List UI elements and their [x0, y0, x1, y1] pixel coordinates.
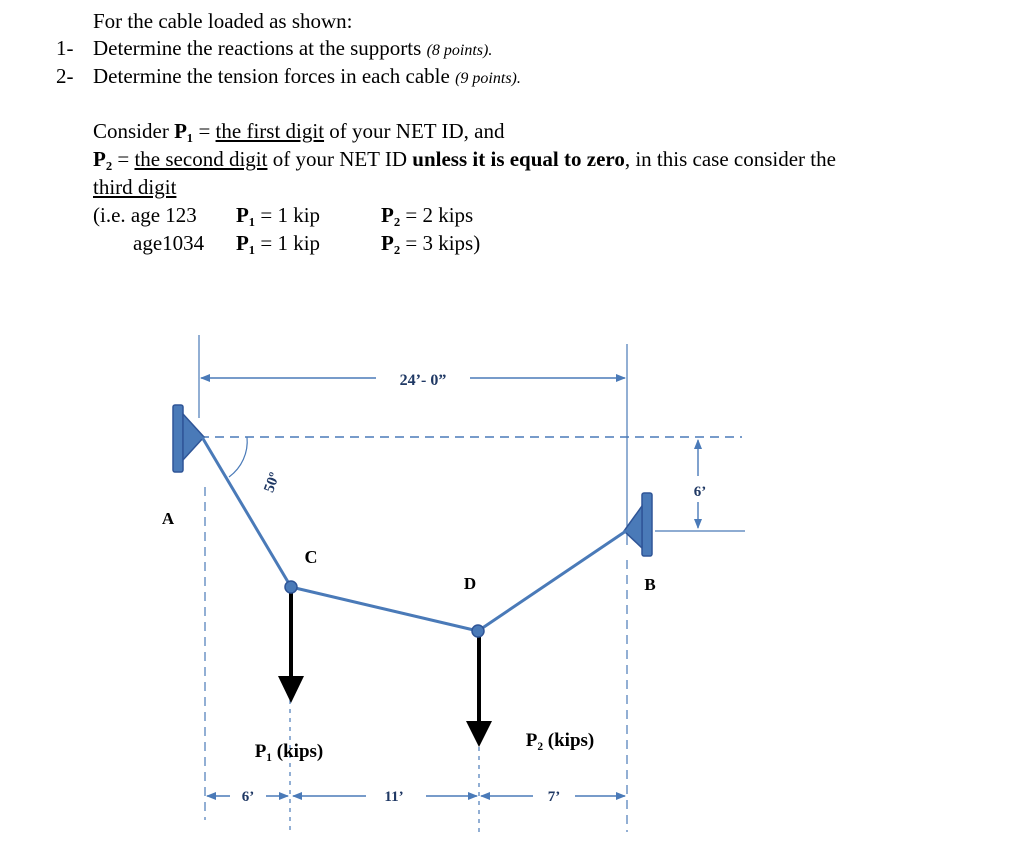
load-p1-arrowhead [278, 676, 304, 703]
consider-prefix: Consider [93, 119, 175, 143]
task-2-text: Determine the tension forces in each cable [93, 64, 450, 88]
span-dimension-label: 24’- 0” [399, 372, 447, 389]
load-p2-label: P₂ (kips) [525, 730, 595, 751]
first-digit-text: the first digit [215, 119, 325, 143]
example-2-p1-value: = 1 kip [255, 231, 321, 255]
task-1-text: Determine the reactions at the supports [93, 36, 422, 60]
dim1-label: 6’ [241, 789, 255, 805]
joint-d [472, 625, 484, 637]
second-digit-text: the second digit [134, 147, 268, 171]
intro-text: For the cable loaded as shown: [93, 9, 353, 33]
joint-c [285, 581, 297, 593]
point-c-label: C [304, 547, 318, 567]
example-2-p2-value: = 3 kips) [400, 231, 481, 255]
dim3-label: 7’ [547, 789, 561, 805]
task-1-number: 1- [56, 36, 74, 60]
height-dimension-label: 6’ [693, 484, 707, 500]
example-2-prefix: age1034 [133, 231, 205, 255]
example-2-p1-symbol: P₁ [236, 231, 256, 255]
task-2-points: (9 points). [455, 70, 521, 87]
zero-condition-text: unless it is equal to zero [412, 147, 625, 171]
point-d-label: D [463, 574, 477, 593]
cable-segment-cd [291, 587, 478, 631]
angle-arc [229, 437, 247, 477]
support-a-plate [173, 405, 183, 472]
task-1-points: (8 points). [426, 42, 493, 59]
support-a-bracket [183, 414, 204, 460]
third-digit-text: third digit [93, 175, 177, 199]
load-p2-arrowhead [466, 721, 492, 747]
equals-1: = [193, 119, 216, 143]
point-a-label: A [161, 509, 175, 528]
cable-segment-ac [202, 437, 291, 587]
example-2-p2-symbol: P₂ [381, 231, 401, 255]
angle-label: 50º [261, 470, 284, 495]
support-b-plate [642, 493, 652, 556]
example-1-p1-symbol: P₁ [236, 203, 256, 227]
task-2-number: 2- [56, 64, 74, 88]
consider-suffix: of your NET ID, and [324, 119, 505, 143]
example-1-prefix: (i.e. age 123 [93, 203, 197, 227]
load-p1-label: P₁ (kips) [254, 741, 324, 762]
consider-mid: of your NET ID [267, 147, 413, 171]
point-b-label: B [644, 575, 656, 594]
example-1-p1-value: = 1 kip [255, 203, 321, 227]
cable-segment-db [478, 531, 626, 631]
example-1-p2-symbol: P₂ [381, 203, 401, 227]
consider-end: , in this case consider the [624, 147, 836, 171]
dim2-label: 11’ [384, 789, 404, 805]
equals-2: = [112, 147, 135, 171]
p2-symbol: P₂ [93, 147, 113, 171]
example-1-p2-value: = 2 kips [400, 203, 474, 227]
p1-symbol: P₁ [174, 119, 194, 143]
